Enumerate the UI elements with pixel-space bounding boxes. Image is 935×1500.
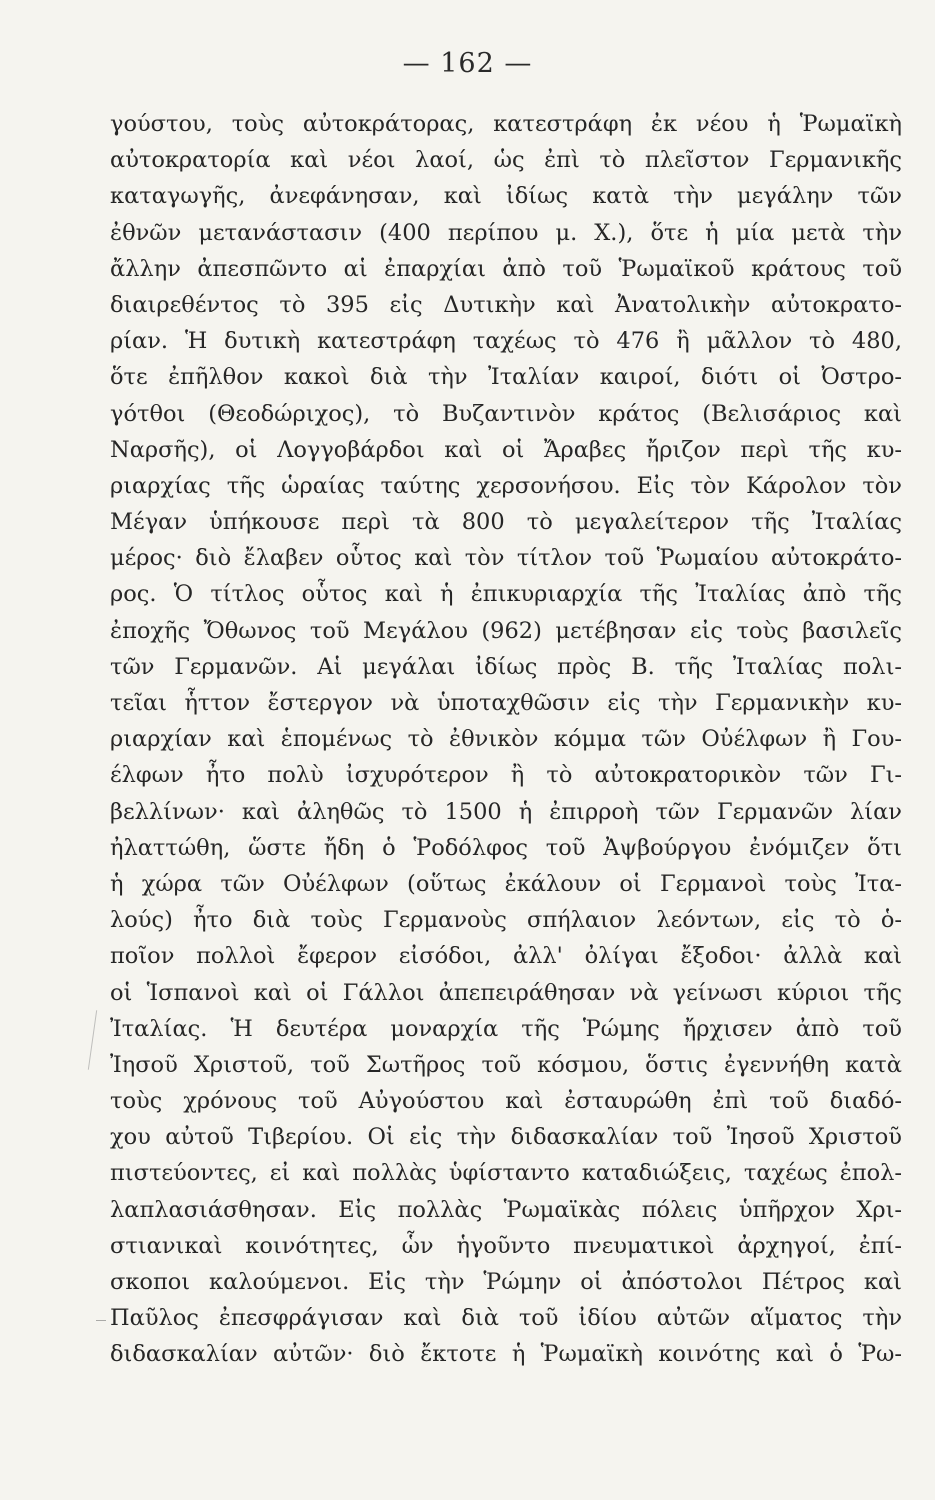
text-line: χου αὐτοῦ Τιβερίου. Οἱ εἰς τὴν διδασκαλίαν τοῦ Ἰησοῦ Χριστοῦ	[110, 1124, 902, 1151]
text-line: πιστεύοντες, εἰ καὶ πολλὰς ὑφίσταντο καταδιώξεις, ταχέως ἐπολ-	[110, 1160, 902, 1187]
text-line: Παῦλος ἐπεσφράγισαν καὶ διὰ τοῦ ἰδίου αὐτῶν αἵματος τὴν	[110, 1305, 902, 1332]
text-line: Ἰησοῦ Χριστοῦ, τοῦ Σωτῆρος τοῦ κόσμου, ὅστις ἐγεννήθη κατὰ	[110, 1051, 902, 1078]
text-line: λούς) ἦτο διὰ τοὺς Γερμανοὺς σπήλαιον λεόντων, εἰς τὸ ὁ-	[110, 907, 902, 934]
text-line: έλφων ἦτο πολὺ ἰσχυρότερον ἢ τὸ αὐτοκρατορικὸν τῶν Γι-	[110, 762, 902, 789]
text-line: οἱ Ἱσπανοὶ καὶ οἱ Γάλλοι ἀπεπειράθησαν νὰ γείνωσι κύριοι τῆς	[110, 979, 902, 1006]
text-line: λαπλασιάσθησαν. Εἰς πολλὰς Ῥωμαϊκὰς πόλεις ὑπῆρχον Χρι-	[110, 1196, 902, 1223]
text-line: μέρος· διὸ ἔλαβεν οὗτος καὶ τὸν τίτλον τοῦ Ῥωμαίου αὐτοκράτο-	[110, 545, 902, 572]
text-line: διαιρεθέντος τὸ 395 εἰς Δυτικὴν καὶ Ἀνατολικὴν αὐτοκρατο-	[110, 291, 902, 318]
text-line: ἐθνῶν μετανάστασιν (400 περίπου μ. Χ.), ὅτε ἡ μία μετὰ τὴν	[110, 219, 902, 246]
text-line: τεῖαι ἧττον ἔστεργον νὰ ὑποταχθῶσιν εἰς τὴν Γερμανικὴν κυ-	[110, 690, 902, 716]
text-line: βελλίνων· καὶ ἀληθῶς τὸ 1500 ἡ ἐπιρροὴ τῶν Γερμανῶν λίαν	[110, 798, 902, 825]
text-line: ριαρχίας τῆς ὡραίας ταύτης χερσονήσου. Εἰς τὸν Κάρολον τὸν	[110, 472, 902, 499]
text-line: ρος. Ὁ τίτλος οὗτος καὶ ἡ ἐπικυριαρχία τῆς Ἰταλίας ἀπὸ τῆς	[110, 581, 902, 608]
text-line: Ἰταλίας. Ἡ δευτέρα μοναρχία τῆς Ῥώμης ἤρχισεν ἀπὸ τοῦ	[110, 1015, 902, 1042]
text-line: ἐποχῆς Ὄθωνος τοῦ Μεγάλου (962) μετέβησαν εἰς τοὺς βασιλεῖς	[110, 617, 902, 644]
text-line: ἡ χώρα τῶν Οὐέλφων (οὕτως ἐκάλουν οἱ Γερμανοὶ τοὺς Ἰτα-	[110, 870, 902, 897]
text-line: γούστου, τοὺς αὐτοκράτορας, κατεστράφη ἐκ νέου ἡ Ῥωμαϊκὴ	[110, 111, 902, 137]
text-line: ἠλαττώθη, ὥστε ἤδη ὁ Ῥοδόλφος τοῦ Ἀψβούργου ἐνόμιζεν ὅτι	[110, 834, 902, 861]
text-line: τῶν Γερμανῶν. Αἱ μεγάλαι ἰδίως πρὸς Β. τῆς Ἰταλίας πολι-	[110, 653, 902, 680]
text-line: διδασκαλίαν αὐτῶν· διὸ ἔκτοτε ἡ Ῥωμαϊκὴ κοινότης καὶ ὁ Ῥω-	[110, 1341, 902, 1368]
text-line: τοὺς χρόνους τοῦ Αὐγούστου καὶ ἐσταυρώθη ἐπὶ τοῦ διαδό-	[110, 1088, 902, 1115]
text-line: καταγωγῆς, ἀνεφάνησαν, καὶ ἰδίως κατὰ τὴν μεγάλην τῶν	[110, 183, 902, 210]
page-number: — 162 —	[402, 48, 533, 79]
text-line: γότθοι (Θεοδώριχος), τὸ Βυζαντινὸν κράτος (Βελισάριος καὶ	[110, 400, 902, 427]
text-line: ποῖον πολλοὶ ἔφερον εἰσόδοι, ἀλλ' ὀλίγαι ἔξοδοι· ἀλλὰ καὶ	[110, 943, 902, 970]
margin-pencil-mark	[88, 1010, 97, 1070]
text-line: Ναρσῆς), οἱ Λογγοβάρδοι καὶ οἱ Ἄραβες ἤριζον περὶ τῆς κυ-	[110, 436, 902, 463]
text-line: σκοποι καλούμενοι. Εἰς τὴν Ῥώμην οἱ ἀπόστολοι Πέτρος καὶ	[110, 1269, 902, 1295]
margin-dash-mark	[96, 1320, 106, 1321]
text-line: στιανικαὶ κοινότητες, ὧν ἡγοῦντο πνευματικοὶ ἀρχηγοί, ἐπί-	[110, 1232, 902, 1259]
text-line: ἄλλην ἀπεσπῶντο αἱ ἐπαρχίαι ἀπὸ τοῦ Ῥωμαϊκοῦ κράτους τοῦ	[110, 255, 902, 282]
body-text	[110, 106, 902, 1373]
text-line: ριαρχίαν καὶ ἑπομένως τὸ ἐθνικὸν κόμμα τῶν Οὐέλφων ἢ Γου-	[110, 726, 902, 753]
text-line: Μέγαν ὑπήκουσε περὶ τὰ 800 τὸ μεγαλείτερον τῆς Ἰταλίας	[110, 509, 902, 536]
text-line: ὅτε ἐπῆλθον κακοὶ διὰ τὴν Ἰταλίαν καιροί, διότι οἱ Ὀστρο-	[110, 364, 902, 391]
text-line: ρίαν. Ἡ δυτικὴ κατεστράφη ταχέως τὸ 476 ἢ μᾶλλον τὸ 480,	[110, 328, 902, 355]
text-line: αὐτοκρατορία καὶ νέοι λαοί, ὡς ἐπὶ τὸ πλεῖστον Γερμανικῆς	[110, 147, 902, 174]
